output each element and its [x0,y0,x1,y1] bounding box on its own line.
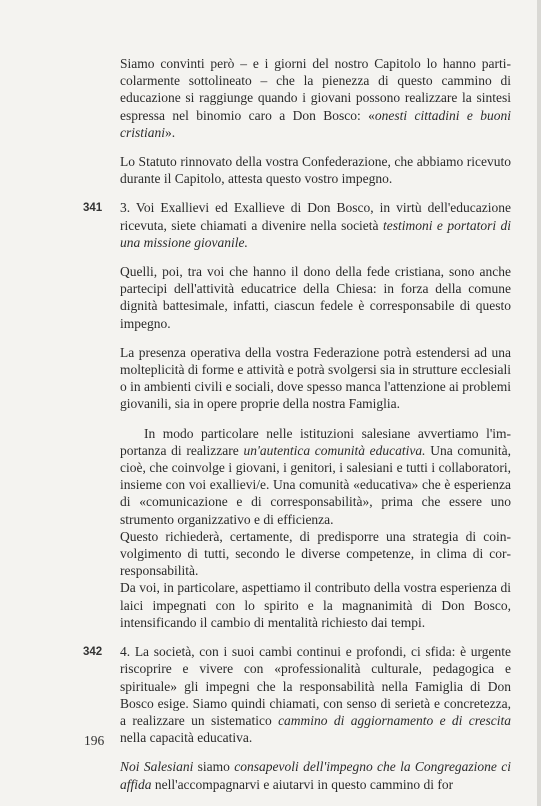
paragraph [120,425,511,528]
italic-text: testimoni e portatori di una missione giovanile. [120,217,512,250]
text-run: Lo Statuto rinnovato della vostra Confederazione, che abbiamo ricevuto durante il Capitolo, attesta questo vostro impegno. [120,154,511,187]
paragraph [120,758,511,792]
paragraph [120,263,511,332]
text-run: nell'accompagnarvi e aiutarvi in questo cammino di for [151,776,454,792]
text-run: ». [165,124,176,140]
paragraph [120,579,511,631]
text-run: Quelli, poi, tra voi che hanno il dono della fede cristiana, sono anche partecipi dell'attività educatrice della Chiesa: in forza della comune dignità battesimale, infatti, ciascun fedele è corresponsabile di questo impegno. [120,264,511,331]
paragraph [120,344,511,413]
text-run: nella capacità educativa. [120,730,253,746]
text-run: Da voi, in particolare, aspettiamo il contributo della vostra esperienza di laici impegnati con lo spirito e la magnanimità di Don Bosco, intensificando il cambio di mentalità richiesto dai tempi. [120,580,511,630]
text-run: Siamo convinti però – e i giorni del nostro Capitolo lo hanno particolarmente sottolineato – che la pienezza di questo cammino di educazione si raggiunge quando i giovani possono realizzare la sintesi espressa nel binomio caro a Don Bosco: « [120,56,511,123]
text-run: 4. La società, con i suoi cambi continui e profondi, ci sfida: è urgente riscoprire e vivere con «professionalità culturale, pedagogica e spirituale» gli impegni che la responsabilità nella Famiglia di Don Bosco esige. Siamo quindi chiamati, con senso di serietà e concretezza, a realizzare un sistematico [120,644,511,728]
paragraph [120,55,511,141]
text-run: Questo richiederà, certamente, di predisporre una strategia di coinvolgimento di tutti, secondo le diverse competenze, in clima di corresponsabilità. [120,528,511,579]
text-run: 3. Voi Exallievi ed Exallieve di Don Bosco, in virtù dell'educazione ricevuta, siete chiamati a divenire nella società [120,200,511,233]
italic-text: cammino di aggiornamento e di crescita [278,712,511,728]
section-number: 342 [83,646,103,659]
text-run: In modo particolare nelle istituzioni salesiane avvertiamo l'importanza di realizzare [120,425,511,458]
italic-text: un'autentica comunità educativa. [243,442,426,458]
italic-text: Noi Salesiani [120,759,194,775]
paragraph [120,528,511,580]
section-number: 341 [83,202,103,215]
italic-text: consapevoli dell'impegno che la Congregazione ci affida [120,759,512,792]
page-number: 196 [84,733,105,748]
text-run: La presenza operativa della vostra Federazione potrà estendersi ad una molteplicità di forme e attività e potrà svolgersi sia in strutture ecclesiali o in ambienti civili e sociali, dove spesso manca l'attenzione ai problemi giovanili, sia in opere proprie della nostra Famiglia. [120,344,511,412]
italic-text: onesti cittadini e buoni cristiani [120,107,511,140]
text-run: Una comunità, cioè, che coinvolge i giovani, i genitori, i salesiani e tutti i collaboratori, insieme con voi exallievi/e. Una comunità «educativa» che è esperienza di «comunicazione e di corresponsabilità», prima che essere uno strumento organizzativo e di efficienza. [120,442,511,527]
text-run: siamo [193,759,235,775]
paragraph [83,199,512,251]
page-edge-shadow [537,0,541,806]
paragraph [120,153,511,187]
